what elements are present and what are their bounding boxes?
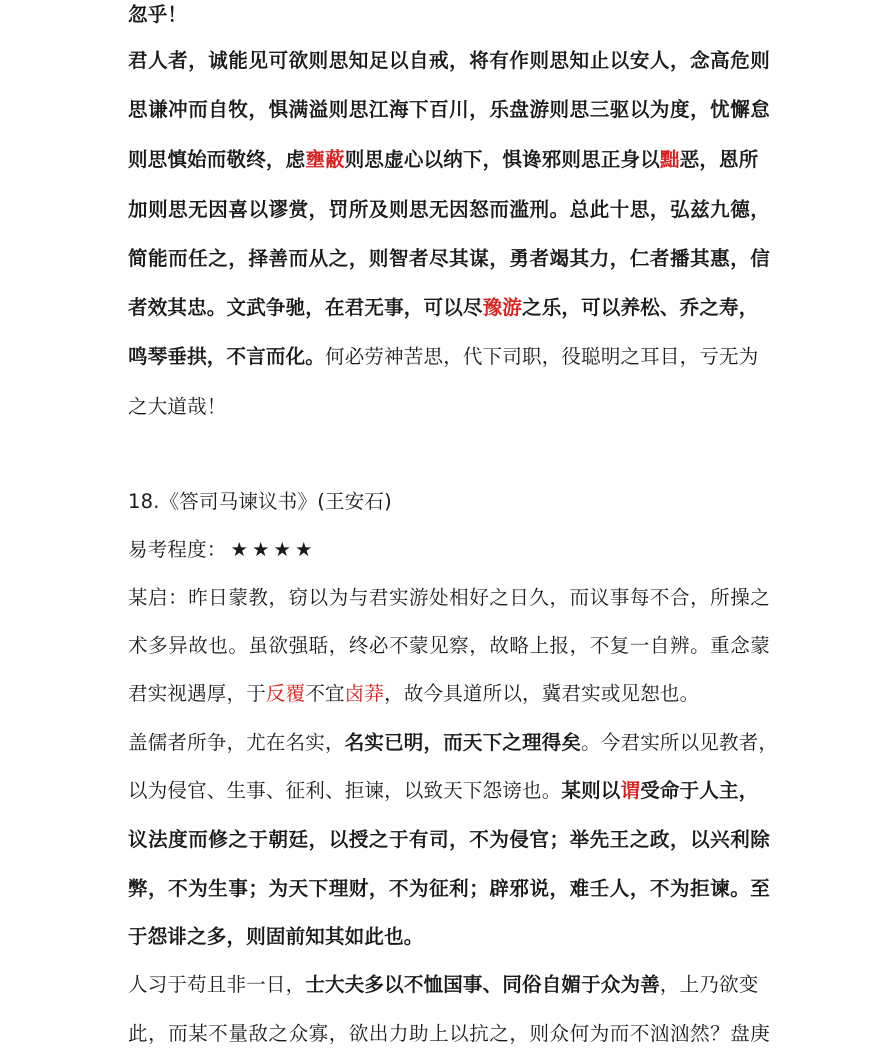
text-line: 加则思无因喜以谬赏，罚所及则思无因怒而滥刑。总此十思，弘兹九德， — [128, 198, 770, 221]
text-line: 以为侵官、生事、征利、拒谏，以致天下怨谤也。某则以谓受命于人主， — [128, 779, 759, 802]
text-line: 于怨诽之多，则固前知其如此也。 — [128, 925, 424, 948]
text-line: 弊，不为生事；为天下理财，不为征利；辟邪说，难壬人，不为拒谏。至 — [128, 877, 770, 900]
highlight-word: 反覆 — [265, 682, 306, 705]
text-line: 君人者，诚能见可欲则思知足以自戒，将有作则思知止以安人，念高危则 — [128, 49, 770, 72]
text-line: 盖儒者所争，尤在名实，名实已明，而天下之理得矣。今君实所以见教者， — [128, 731, 779, 754]
text-line: 某启：昨日蒙教，窃以为与君实游处相好之日久，而议事每不合，所操之 — [128, 586, 770, 609]
text-line: 鸣琴垂拱，不言而化。何必劳神苦思，代下司职，役聪明之耳目，亏无为 — [128, 345, 759, 368]
text-line: 简能而任之，择善而从之，则智者尽其谋，勇者竭其力，仁者播其惠，信 — [128, 247, 770, 270]
section-title: 18.《答司马谏议书》(王安石) — [128, 490, 392, 513]
text-line: 人习于苟且非一日，士大夫多以不恤国事、同俗自媚于众为善，上乃欲变 — [128, 973, 759, 996]
text-line: 思谦冲而自牧，惧满溢则思江海下百川，乐盘游则思三驱以为度，忧懈怠 — [128, 98, 770, 121]
text-line: 则思慎始而敬终，虑壅蔽则思虚心以纳下，惧谗邪则思正身以黜恶，恩所 — [128, 148, 759, 171]
highlight-word: 豫游 — [482, 296, 523, 319]
text-line: 君实视遇厚，于反覆不宜卤莽，故今具道所以，冀君实或见恕也。 — [128, 682, 700, 705]
highlight-word: 壅蔽 — [305, 148, 345, 171]
text-line: 之大道哉！ — [128, 395, 227, 418]
text-line: 术多异故也。虽欲强聒，终必不蒙见察，故略上报，不复一自辨。重念蒙 — [128, 634, 770, 657]
highlight-word: 谓 — [620, 779, 641, 802]
text-line: 忽乎！ — [128, 3, 188, 26]
text-line: 此，而某不量敌之众寡，欲出力助上以抗之，则众何为而不汹汹然？盘庚 — [128, 1022, 770, 1045]
difficulty-rating: 易考程度： ★★★★ — [128, 538, 317, 561]
text-line: 者效其忠。文武争驰，在君无事，可以尽豫游之乐，可以养松、乔之寿， — [128, 296, 759, 319]
highlight-word: 卤莽 — [344, 682, 385, 705]
highlight-word: 黜 — [659, 148, 680, 171]
text-line: 议法度而修之于朝廷，以授之于有司，不为侵官；举先王之政，以兴利除 — [128, 828, 770, 851]
star-icon: ★★★★ — [230, 538, 317, 561]
